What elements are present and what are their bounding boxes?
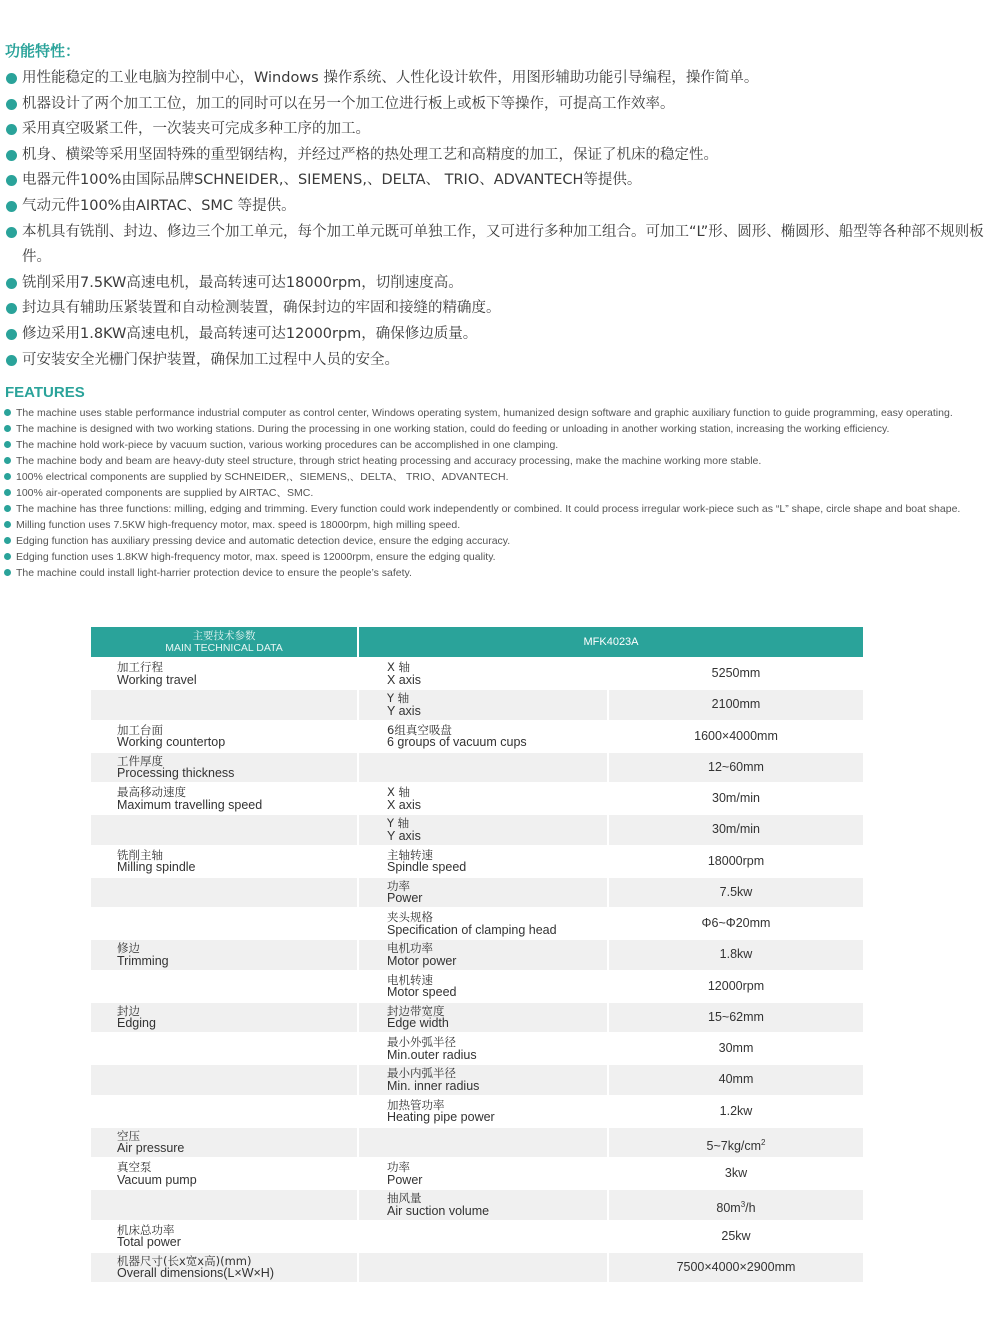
bullet-icon	[6, 355, 17, 366]
table-body	[91, 659, 863, 1282]
list-item	[3, 469, 998, 485]
param-cell	[91, 1034, 357, 1063]
list-item-text: The machine has three functions: milling, edging and trimming. Every function could work independently or combined. It could process irregular work-piece such as “L” shape, circle shape and boat shape.	[16, 503, 961, 515]
subparam-cell	[359, 972, 607, 1001]
subparam-cell-en: X axis	[387, 672, 422, 687]
subparam-cell-cn: 电机转速	[387, 972, 433, 987]
subparam-cell-cn: 电机功率	[387, 941, 433, 956]
bullet-icon	[6, 73, 17, 84]
subparam-cell-en: X axis	[387, 797, 422, 812]
subparam-cell-cn: 最小外弧半径	[387, 1035, 456, 1049]
list-item	[3, 533, 998, 549]
list-item-text: 100% electrical components are supplied by SCHNEIDER,、SIEMENS,、DELTA、 TRIO、ADVANTECH.	[16, 471, 509, 483]
subparam-cell	[359, 1253, 607, 1282]
value-text: 7.5kw	[719, 884, 753, 899]
value-cell	[609, 1034, 863, 1063]
list-item	[3, 501, 998, 517]
subparam-cell-en: 6 groups of vacuum cups	[387, 735, 527, 749]
param-cell-en: Overall dimensions(L×W×H)	[117, 1266, 274, 1281]
subparam-cell	[359, 1190, 607, 1219]
param-cell	[91, 1065, 357, 1094]
value-cell	[609, 690, 863, 719]
features-list-cn	[5, 66, 1000, 373]
value-cell	[609, 815, 863, 844]
subparam-cell-cn: X 轴	[387, 785, 411, 799]
param-cell-en: Working travel	[117, 672, 197, 687]
list-item-text: Milling function uses 7.5KW high-frequency motor, max. speed is 18000rpm, high milling speed.	[16, 519, 461, 531]
param-cell	[91, 940, 357, 969]
list-item	[3, 405, 998, 421]
value-superscript: 3	[740, 1200, 746, 1210]
param-cell-en: Trimming	[117, 953, 169, 968]
features-title-en: FEATURES	[5, 384, 85, 401]
subparam-cell-en: Spindle speed	[387, 860, 467, 874]
param-cell-cn: 加工行程	[117, 660, 163, 674]
value-cell	[609, 1222, 863, 1251]
value-text: 12~60mm	[708, 759, 764, 774]
table-row	[91, 1003, 863, 1032]
subparam-cell-en: Power	[387, 891, 423, 906]
list-item-text: 电器元件100%由国际品牌SCHNEIDER,、SIEMENS,、DELTA、 TRIO、ADVANTECH等提供。	[22, 172, 642, 189]
value-text: 30m/min	[712, 822, 760, 837]
bullet-icon	[4, 553, 11, 560]
value-cell	[609, 1097, 863, 1126]
param-cell	[91, 1003, 357, 1032]
param-cell-en: Air pressure	[117, 1141, 185, 1156]
subparam-cell-cn: 夹头规格	[387, 910, 433, 924]
bullet-icon	[4, 505, 11, 512]
value-text: 18000rpm	[707, 853, 765, 868]
table-row	[91, 659, 863, 688]
subparam-cell	[359, 1128, 607, 1157]
value-cell	[609, 940, 863, 969]
list-item-text: 采用真空吸紧工件，一次装夹可完成多种工序的加工。	[22, 121, 370, 138]
header-params-en: MAIN TECHNICAL DATA	[165, 642, 283, 654]
bullet-icon	[6, 150, 17, 161]
param-cell	[91, 878, 357, 907]
table-row	[91, 847, 863, 876]
table-row	[91, 972, 863, 1001]
value-cell	[609, 784, 863, 813]
subparam-cell-en: Power	[387, 1172, 423, 1187]
param-cell-en: Vacuum pump	[117, 1172, 197, 1187]
param-cell	[91, 847, 357, 876]
list-item-text: 封边具有辅助压紧装置和自动检测装置，确保封边的牢固和接缝的精确度。	[22, 300, 501, 317]
subparam-cell	[359, 659, 607, 688]
bullet-icon	[6, 329, 17, 340]
value-cell	[609, 878, 863, 907]
param-cell	[91, 815, 357, 844]
param-cell-en: Maximum travelling speed	[117, 797, 263, 812]
list-item	[5, 143, 1000, 169]
param-cell-en: Milling spindle	[117, 860, 196, 874]
subparam-cell	[359, 722, 607, 751]
list-item-text: The machine uses stable performance industrial computer as control center, Windows operating system, humanized design software and graphic auxiliary function to guide programming, easy operating.	[16, 407, 953, 419]
param-cell	[91, 1190, 357, 1219]
param-cell-cn: 加工台面	[117, 722, 163, 737]
header-params-cn: 主要技术参数	[192, 630, 256, 642]
subparam-cell-en: Air suction volume	[387, 1203, 490, 1218]
subparam-cell	[359, 690, 607, 719]
value-cell	[609, 1190, 863, 1219]
subparam-cell-cn: 功率	[387, 878, 410, 893]
param-cell-en: Total power	[117, 1235, 181, 1249]
value-text: 1.2kw	[719, 1103, 753, 1118]
bullet-icon	[6, 227, 17, 238]
bullet-icon	[4, 457, 11, 464]
table-row	[91, 1190, 863, 1219]
list-item	[3, 421, 998, 437]
bullet-icon	[4, 521, 11, 528]
subparam-cell-cn: 抽风量	[387, 1191, 422, 1206]
table-row	[91, 1159, 863, 1188]
value-cell	[609, 659, 863, 688]
subparam-cell	[359, 1222, 607, 1251]
list-item-text: 气动元件100%由AIRTAC、SMC 等提供。	[22, 197, 296, 214]
bullet-icon	[6, 175, 17, 186]
table-row	[91, 1222, 863, 1251]
param-cell	[91, 690, 357, 719]
list-item	[5, 296, 1000, 322]
param-cell	[91, 784, 357, 813]
list-item	[3, 517, 998, 533]
spec-table	[91, 627, 863, 1284]
bullet-icon	[4, 441, 11, 448]
value-text: 5~7kg/cm	[706, 1138, 762, 1153]
subparam-cell-en: Heating pipe power	[387, 1110, 495, 1124]
subparam-cell-cn: 最小内弧半径	[387, 1066, 456, 1081]
param-cell	[91, 1159, 357, 1188]
subparam-cell	[359, 753, 607, 782]
param-cell-cn: 机床总功率	[117, 1222, 175, 1237]
param-cell	[91, 722, 357, 751]
subparam-cell-cn: 主轴转速	[387, 847, 433, 862]
param-cell	[91, 909, 357, 938]
bullet-icon	[4, 425, 11, 432]
subparam-cell	[359, 1003, 607, 1032]
subparam-cell	[359, 815, 607, 844]
subparam-cell	[359, 1034, 607, 1063]
list-item	[3, 453, 998, 469]
subparam-cell-en: Edge width	[387, 1016, 449, 1031]
subparam-cell	[359, 909, 607, 938]
list-item-text: The machine body and beam are heavy-duty steel structure, through strict heating processing and accuracy processing, make the machine working more stable.	[16, 455, 762, 467]
value-cell	[609, 847, 863, 876]
bullet-icon	[6, 201, 17, 212]
list-item-text: The machine could install light-harrier protection device to ensure the people’s safety.	[16, 567, 412, 579]
value-cell	[609, 972, 863, 1001]
table-row	[91, 1128, 863, 1157]
value-text: 1.8kw	[719, 947, 753, 962]
list-item-text: 机身、横梁等采用坚固特殊的重型钢结构，并经过严格的热处理工艺和高精度的加工，保证了机床的稳定性。	[22, 146, 718, 163]
subparam-cell	[359, 1065, 607, 1094]
list-item-text: 用性能稳定的工业电脑为控制中心，Windows 操作系统、人性化设计软件，用图形辅助功能引导编程，操作简单。	[22, 70, 759, 86]
table-header	[91, 627, 863, 657]
value-text: 7500×4000×2900mm	[676, 1259, 796, 1274]
list-item	[5, 348, 1000, 374]
subparam-cell-cn: 6组真空吸盘	[387, 722, 452, 737]
value-cell	[609, 1253, 863, 1282]
subparam-cell	[359, 847, 607, 876]
param-cell-en: Working countertop	[117, 735, 226, 749]
list-item	[5, 117, 1000, 143]
list-item-text: Edging function uses 1.8KW high-frequency motor, max. speed is 12000rpm, ensure the edging quality.	[16, 551, 496, 563]
subparam-cell	[359, 784, 607, 813]
list-item-text: 机器设计了两个加工工位，加工的同时可以在另一个加工位进行板上或板下等操作，可提高工作效率。	[22, 95, 675, 112]
value-text: 1600×4000mm	[694, 728, 778, 743]
bullet-icon	[4, 537, 11, 544]
subparam-cell-cn: Y 轴	[387, 691, 410, 706]
param-cell-en: Processing thickness	[117, 766, 235, 781]
table-row	[91, 1034, 863, 1063]
bullet-icon	[6, 124, 17, 135]
param-cell	[91, 1222, 357, 1251]
param-cell-cn: 真空泵	[117, 1160, 152, 1174]
value-cell	[609, 1003, 863, 1032]
value-cell	[609, 909, 863, 938]
list-item-text: Edging function has auxiliary pressing device and automatic detection device, ensure the edging accuracy.	[16, 535, 511, 547]
table-row	[91, 722, 863, 751]
param-cell-cn: 最高移动速度	[117, 785, 186, 799]
value-text: Φ6~Φ20mm	[701, 916, 771, 930]
value-cell	[609, 753, 863, 782]
list-item-text: 铣削采用7.5KW高速电机，最高转速可达18000rpm，切削速度高。	[22, 274, 463, 291]
list-item	[3, 549, 998, 565]
list-item-text: The machine hold work-piece by vacuum suction, various working procedures can be accomplished in one clamping.	[16, 439, 559, 451]
subparam-cell	[359, 1097, 607, 1126]
bullet-icon	[4, 473, 11, 480]
subparam-cell-en: Motor power	[387, 953, 457, 968]
value-text: 15~62mm	[708, 1009, 764, 1024]
subparam-cell	[359, 940, 607, 969]
param-cell	[91, 1128, 357, 1157]
bullet-icon	[4, 409, 11, 416]
param-cell	[91, 972, 357, 1001]
value-cell	[609, 722, 863, 751]
param-cell-cn: 空压	[117, 1128, 140, 1143]
subparam-cell	[359, 1159, 607, 1188]
param-cell-cn: 机器尺寸(长x宽x高)(mm)	[117, 1253, 252, 1268]
param-cell-cn: 封边	[117, 1003, 140, 1018]
table-row	[91, 690, 863, 719]
table-row	[91, 1097, 863, 1126]
subparam-cell-en: Min.outer radius	[387, 1047, 477, 1062]
param-cell	[91, 659, 357, 688]
table-row	[91, 784, 863, 813]
list-item-text: 修边采用1.8KW高速电机，最高转速可达12000rpm，确保修边质量。	[22, 325, 478, 342]
param-cell-cn: 修边	[117, 941, 140, 956]
subparam-cell-cn: X 轴	[387, 660, 411, 674]
bullet-icon	[6, 99, 17, 110]
list-item	[5, 92, 1000, 118]
list-item	[5, 168, 1000, 194]
list-item	[5, 220, 1000, 271]
table-row	[91, 940, 863, 969]
list-item	[3, 565, 998, 581]
param-cell	[91, 1253, 357, 1282]
value-text: 5250mm	[711, 666, 761, 680]
param-cell-cn: 工件厚度	[117, 753, 163, 768]
subparam-cell	[359, 878, 607, 907]
header-model: MFK4023A	[359, 627, 863, 657]
value-text: 12000rpm	[707, 978, 765, 993]
table-row	[91, 909, 863, 938]
list-item	[3, 437, 998, 453]
list-item-text: 本机具有铣削、封边、修边三个加工单元，每个加工单元既可单独工作，又可进行多种加工组合。可加工“L”形、圆形、椭圆形、船型等各种部不规则板件。	[22, 223, 984, 266]
value-cell	[609, 1128, 863, 1157]
value-cell	[609, 1159, 863, 1188]
table-row	[91, 1253, 863, 1282]
value-superscript: 2	[761, 1137, 766, 1147]
subparam-cell-cn: 功率	[387, 1160, 410, 1174]
param-cell	[91, 1097, 357, 1126]
value-suffix: /h	[745, 1201, 756, 1216]
bullet-icon	[4, 489, 11, 496]
list-item-text: 100% air-operated components are supplied by AIRTAC、SMC.	[16, 487, 314, 499]
table-row	[91, 753, 863, 782]
features-list-en	[3, 405, 998, 581]
list-item	[5, 66, 1000, 92]
subparam-cell-en: Motor speed	[387, 985, 457, 999]
bullet-icon	[4, 569, 11, 576]
value-text: 25kw	[721, 1228, 751, 1243]
value-text: 3kw	[724, 1166, 748, 1180]
header-params	[91, 627, 357, 657]
bullet-icon	[6, 303, 17, 314]
value-text: 2100mm	[711, 697, 761, 712]
subparam-cell-en: Min. inner radius	[387, 1078, 480, 1093]
value-text: 80m	[716, 1201, 741, 1216]
param-cell-en: Edging	[117, 1016, 156, 1031]
bullet-icon	[6, 278, 17, 289]
subparam-cell-cn: 封边带宽度	[387, 1003, 445, 1018]
subparam-cell-cn: Y 轴	[387, 816, 410, 831]
table-row	[91, 878, 863, 907]
list-item	[5, 271, 1000, 297]
param-cell-cn: 铣削主轴	[117, 847, 163, 862]
subparam-cell-en: Y axis	[387, 828, 421, 843]
subparam-cell-en: Specification of clamping head	[387, 922, 557, 937]
list-item	[3, 485, 998, 501]
param-cell	[91, 753, 357, 782]
list-item-text: The machine is designed with two working stations. During the processing in one working station, could do feeding or unloading in another working station, increasing the working efficiency.	[16, 423, 890, 435]
list-item	[5, 322, 1000, 348]
list-item	[5, 194, 1000, 220]
subparam-cell-en: Y axis	[387, 703, 421, 718]
value-text: 30mm	[718, 1041, 754, 1055]
table-row	[91, 1065, 863, 1094]
features-title-cn: 功能特性：	[5, 43, 81, 60]
value-text: 40mm	[718, 1072, 754, 1087]
list-item-text: 可安装安全光栅门保护装置，确保加工过程中人员的安全。	[22, 351, 399, 368]
value-text: 30m/min	[712, 791, 760, 805]
table-row	[91, 815, 863, 844]
subparam-cell-cn: 加热管功率	[387, 1097, 445, 1112]
value-cell	[609, 1065, 863, 1094]
